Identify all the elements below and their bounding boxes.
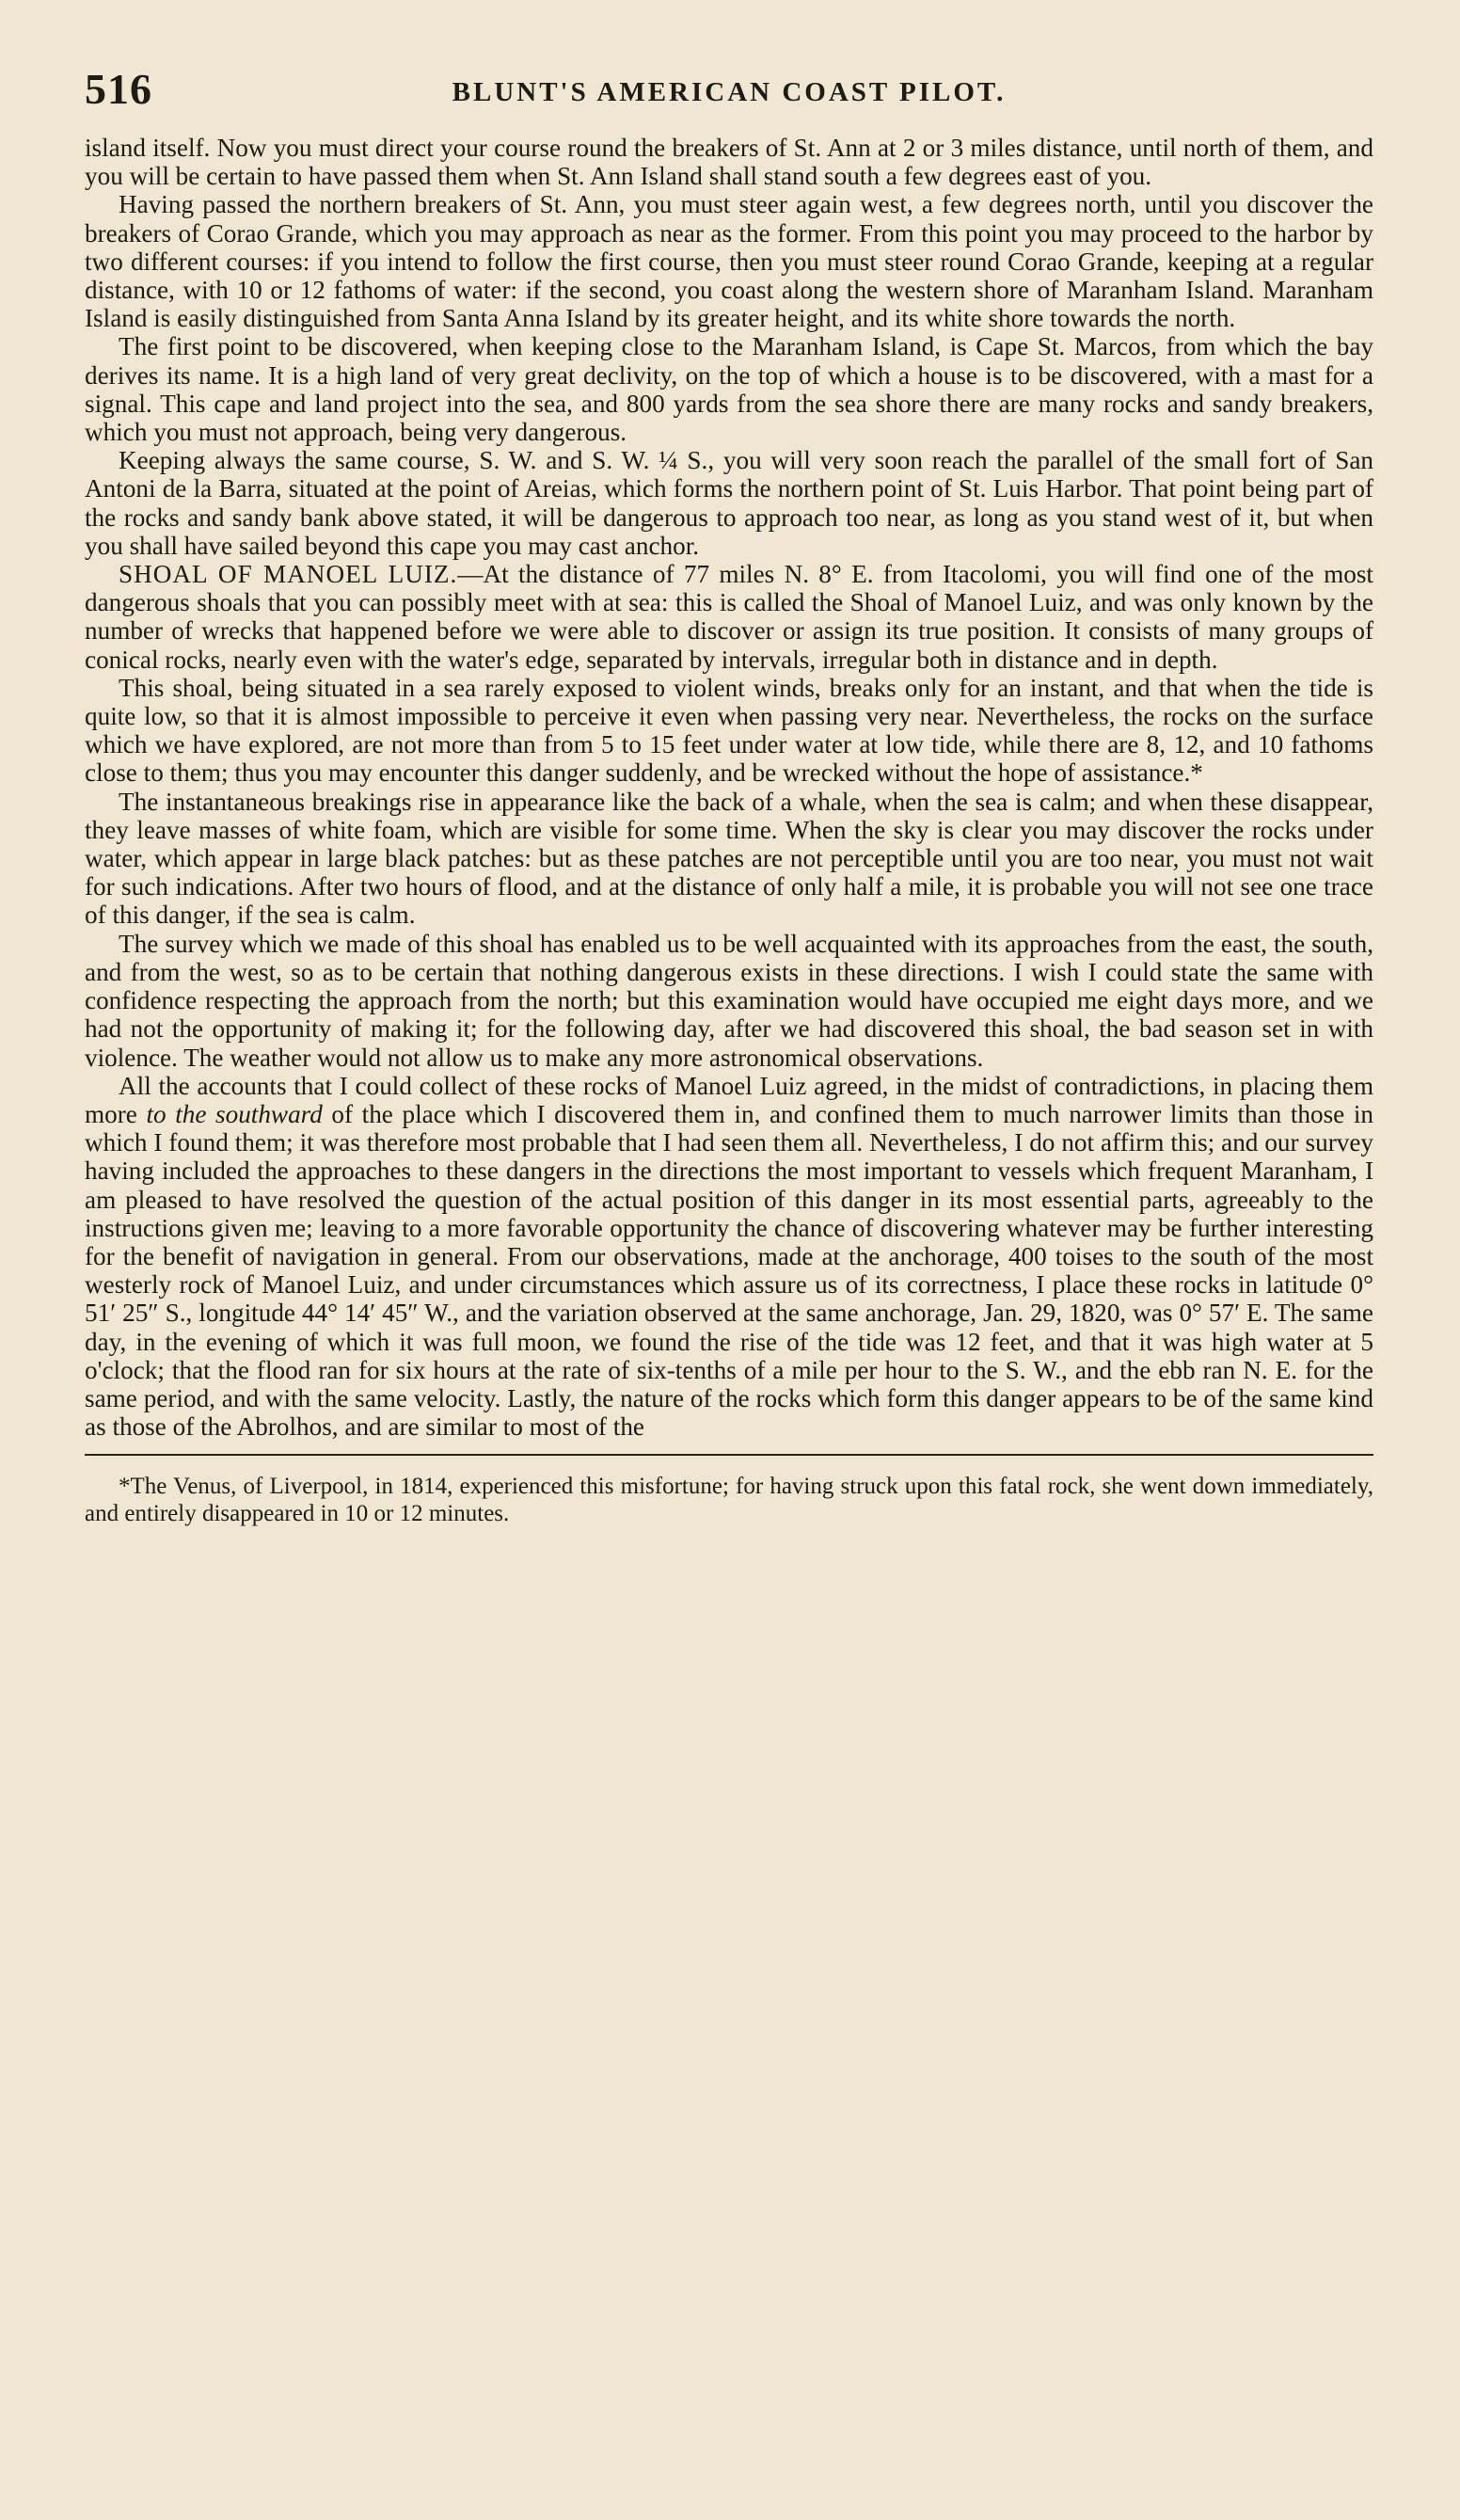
page-header	[85, 55, 1373, 134]
paragraph	[85, 560, 1373, 674]
page-number: 516	[85, 65, 152, 113]
footnote: *The Venus, of Liverpool, in 1814, experienced this misfortune; for having struck upon this fatal rock, she went down immediately, and entirely disappeared in 10 or 12 minutes.	[85, 1474, 1373, 1527]
paragraph-text: —At the distance of 77 miles N. 8° E. from Itacolomi, you will find one of the most dangerous shoals that you can possibly meet with at sea: this is called the Shoal of Manoel Luiz, and was only known by the number of wrecks that happened before we were able to discover or assign its true position. It consists of many groups of conical rocks, nearly even with the water's edge, separated by intervals, irregular both in distance and in depth.	[85, 560, 1373, 674]
paragraph	[85, 1072, 1373, 1442]
body-text	[85, 134, 1373, 1441]
paragraph: island itself. Now you must direct your course round the breakers of St. Ann at 2 or 3 miles distance, until north of them, and you will be certain to have passed them when St. Ann Island shall stand south a few degrees east of you.	[85, 134, 1373, 191]
paragraph-text: All the accounts that I could collect of these rocks of Manoel Luiz agreed, in the midst of contradictions, in placing them more	[85, 1071, 1373, 1128]
paragraph: Having passed the northern breakers of St. Ann, you must steer again west, a few degrees north, until you discover the breakers of Corao Grande, which you may approach as near as the former. From this point you may proceed to the harbor by two different courses: if you intend to follow the first course, then you must steer round Corao Grande, keeping at a regular distance, with 10 or 12 fathoms of water: if the second, you coast along the western shore of Maranham Island. Maranham Island is easily distinguished from Santa Anna Island by its greater height, and its white shore towards the north.	[85, 190, 1373, 333]
section-heading: SHOAL OF MANOEL LUIZ.	[119, 560, 458, 589]
paragraph-text: of the place which I discovered them in, and confined them to much narrower limits than those in which I found them; it was therefore most probable that I had seen them all. Nevertheless, I do not affirm this; and our survey having included the approaches to these dangers in the directions the most important to vessels which frequent Maranham, I am pleased to have resolved the question of the actual position of this danger in its most essential parts, agreeably to the instructions given me; leaving to a more favorable opportunity the chance of discovering whatever may be further interesting for the benefit of navigation in general. From our observations, made at the anchorage, 400 toises to the south of the most westerly rock of Manoel Luiz, and under circumstances which assure us of its correctness, I place these rocks in latitude 0° 51′ 25″ S., longitude 44° 14′ 45″ W., and the variation observed at the same anchorage, Jan. 29, 1820, was 0° 57′ E. The same day, in the evening of which it was full moon, we found the rise of the tide was 12 feet, and that it was high water at 5 o'clock; that the flood ran for six hours at the rate of six-tenths of a mile per hour to the S. W., and the ebb ran N. E. for the same period, and with the same velocity. Lastly, the nature of the rocks which form this danger appears to be of the same kind as those of the Abrolhos, and are similar to most of the	[85, 1099, 1373, 1442]
paragraph: The survey which we made of this shoal has enabled us to be well acquainted with its approaches from the east, the south, and from the west, so as to be certain that nothing dangerous exists in these directions. I wish I could state the same with confidence respecting the approach from the north; but this examination would have occupied me eight days more, and we had not the opportunity of making it; for the following day, after we had discovered this shoal, the bad season set in with violence. The weather would not allow us to make any more astronomical observations.	[85, 929, 1373, 1072]
paragraph: The first point to be discovered, when keeping close to the Maranham Island, is Cape St. Marcos, from which the bay derives its name. It is a high land of very great declivity, on the top of which a house is to be discovered, with a mast for a signal. This cape and land project into the sea, and 800 yards from the sea shore there are many rocks and sandy breakers, which you must not approach, being very dangerous.	[85, 332, 1373, 447]
paragraph: This shoal, being situated in a sea rarely exposed to violent winds, breaks only for an instant, and that when the tide is quite low, so that it is almost impossible to perceive it even when passing very near. Nevertheless, the rocks on the surface which we have explored, are not more than from 5 to 15 feet under water at low tide, while there are 8, 12, and 10 fathoms close to them; thus you may encounter this danger suddenly, and be wrecked without the hope of assistance.*	[85, 673, 1373, 788]
paragraph: The instantaneous breakings rise in appearance like the back of a whale, when the sea is calm; and when these disappear, they leave masses of white foam, which are visible for some time. When the sky is clear you may discover the rocks under water, which appear in large black patches: but as these patches are not perceptible until you are too near, you must not wait for such indications. After two hours of flood, and at the distance of only half a mile, it is probable you will not see one trace of this danger, if the sea is calm.	[85, 787, 1373, 930]
running-head: BLUNT'S AMERICAN COAST PILOT.	[452, 77, 1007, 107]
emphasis-text: to the southward	[146, 1099, 323, 1128]
footnote-divider	[85, 1454, 1373, 1456]
paragraph: Keeping always the same course, S. W. and S. W. ¼ S., you will very soon reach the parallel of the small fort of San Antoni de la Barra, situated at the point of Areias, which forms the northern point of St. Luis Harbor. That point being part of the rocks and sandy bank above stated, it will be dangerous to approach too near, as long as you stand west of it, but when you shall have sailed beyond this cape you may cast anchor.	[85, 446, 1373, 560]
